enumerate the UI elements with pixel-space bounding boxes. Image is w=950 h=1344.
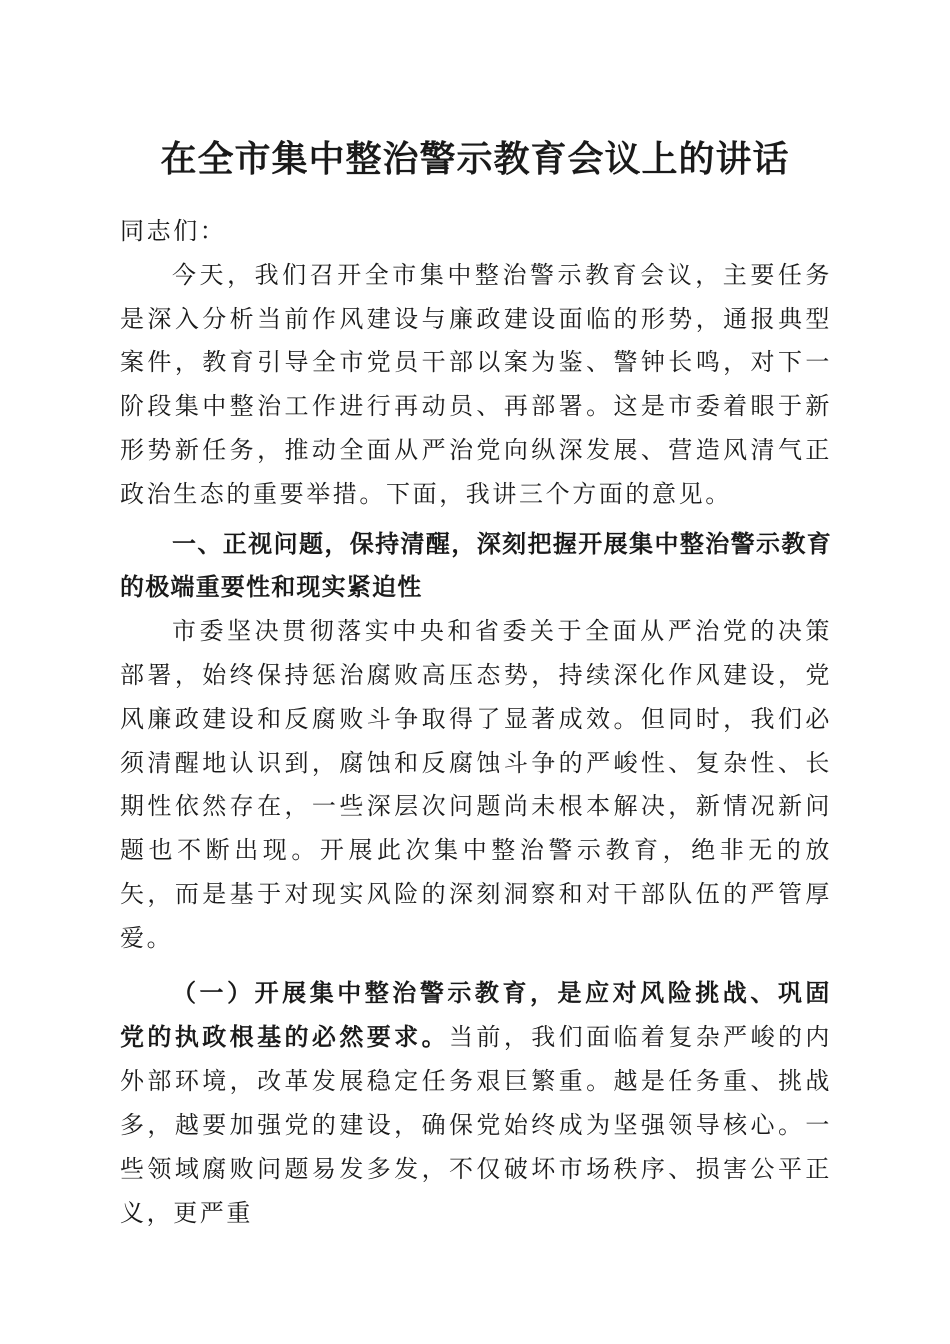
section-heading: 一、正视问题，保持清醒，深刻把握开展集中整治警示教育的极端重要性和现实紧迫性 xyxy=(120,529,832,602)
document-title: 在全市集中整治警示教育会议上的讲话 xyxy=(160,139,790,180)
salutation: 同志们： xyxy=(120,217,227,245)
intro-paragraph: 今天，我们召开全市集中整治警示教育会议，主要任务是深入分析当前作风建设与廉政建设面临的形势，通报典型案件，教育引导全市党员干部以案为鉴、警钟长鸣，对下一阶段集中整治工作进行再动员、再部署。这是市委着眼于新形势新任务，推动全面从严治党向纵深发展、营造风清气正政治生态的重要举措。下面，我讲三个方面的意见。 xyxy=(120,260,832,508)
subsection-paragraph xyxy=(120,971,832,1236)
subsection-text: 当前，我们面临着复杂严峻的内外部环境，改革发展稳定任务艰巨繁重。越是任务重、挑战多，越要加强党的建设，确保党始终成为坚强领导核心。一些领域腐败问题易发多发，不仅破坏市场秩序、损害公平正义，更严重 xyxy=(120,1023,833,1227)
document-body xyxy=(120,210,832,1235)
section-paragraph: 市委坚决贯彻落实中央和省委关于全面从严治党的决策部署，始终保持惩治腐败高压态势，持续深化作风建设，党风廉政建设和反腐败斗争取得了显著成效。但同时，我们必须清醒地认识到，腐蚀和反腐蚀斗争的严峻性、复杂性、长期性依然存在，一些深层次问题尚未根本解决，新情况新问题也不断出现。开展此次集中整治警示教育，绝非无的放矢，而是基于对现实风险的深刻洞察和对干部队伍的严管厚爱。 xyxy=(120,617,832,952)
subsection-heading: （一）开展集中整治警示教育，是应对风险挑战、巩固党的执政根基的必然要求。 xyxy=(120,977,832,1052)
